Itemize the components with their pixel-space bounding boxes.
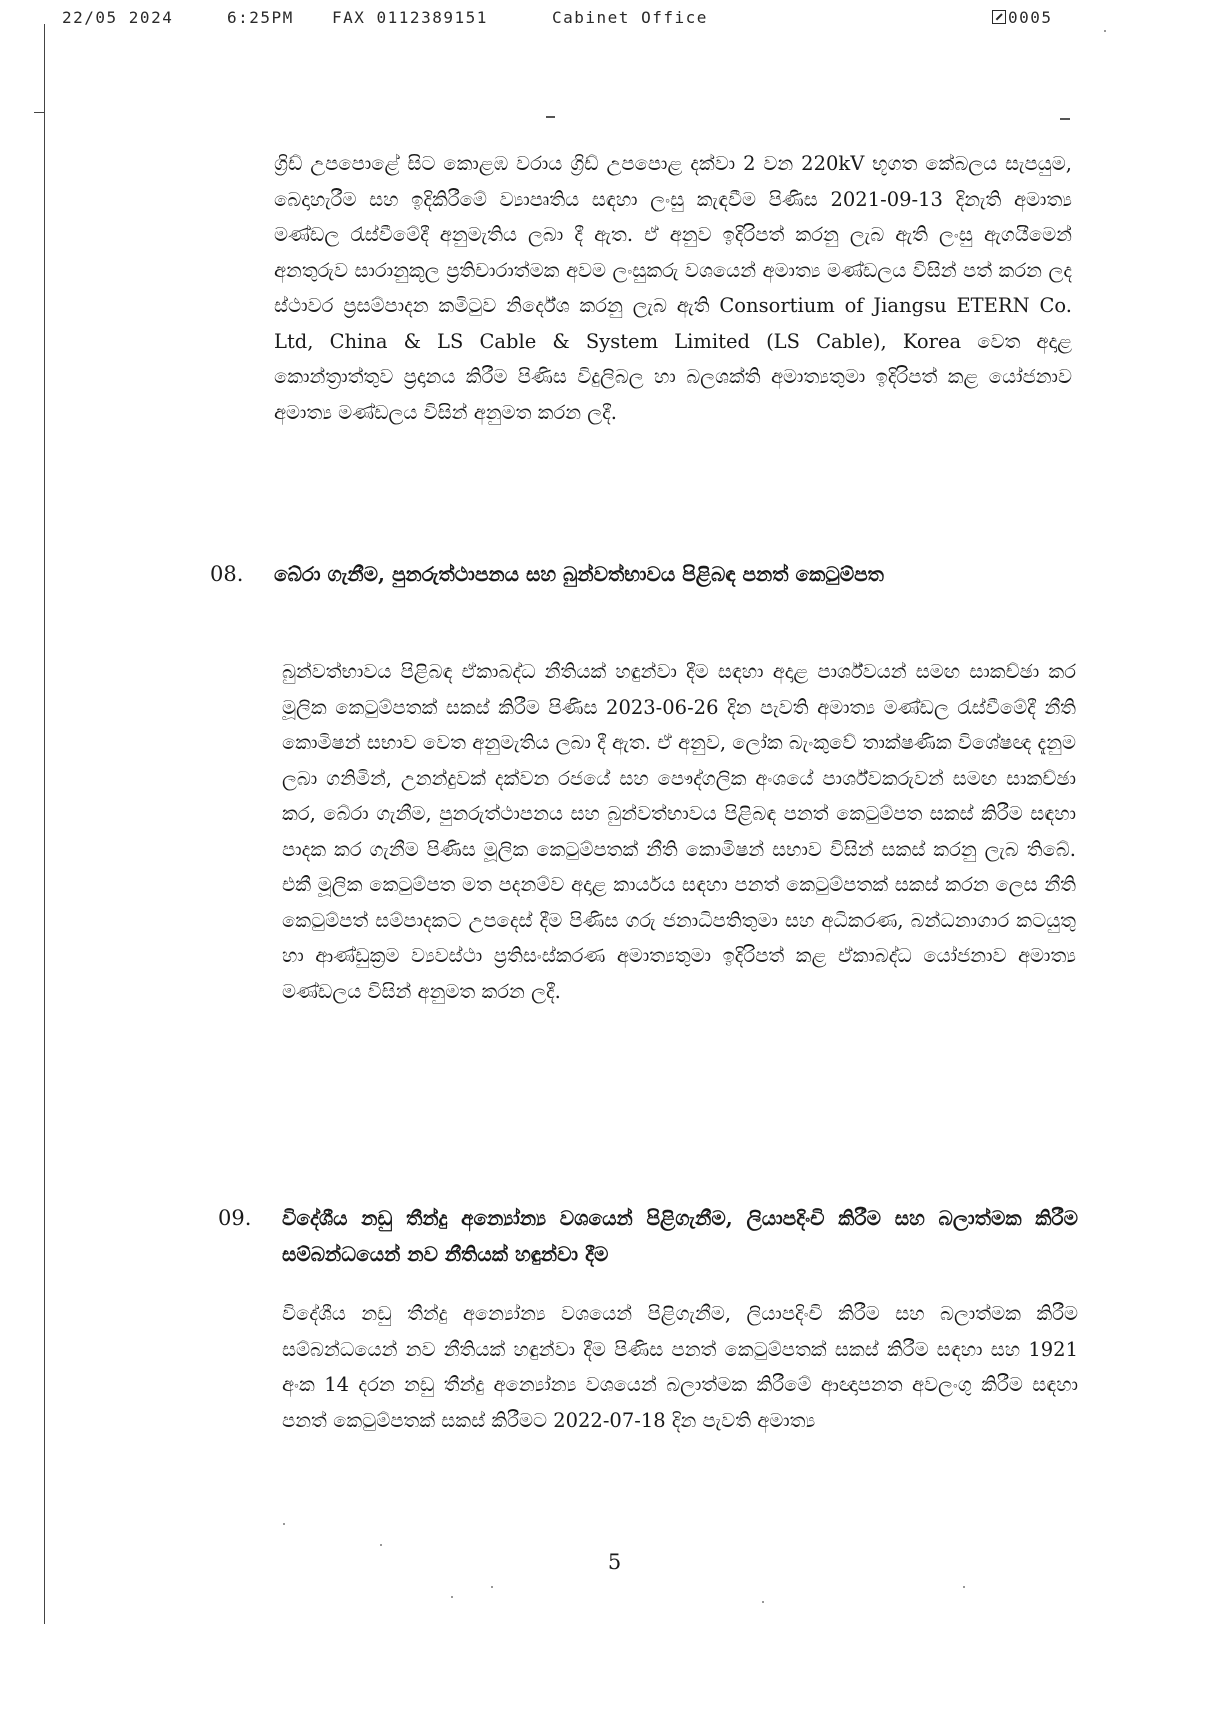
section-heading: බේරා ගැනීම, පුනරුත්ථාපනය සහ බුන්වත්භාවය පිළිබඳ පනත් කෙටුම්පත: [274, 562, 884, 586]
scan-speck: [451, 1596, 453, 1598]
fax-page-code: [992, 8, 1053, 27]
fax-page-code-text: 0005: [1008, 8, 1053, 27]
scan-dash: [546, 116, 555, 118]
scan-margin-tick: [34, 112, 44, 113]
fax-date: 22/05 2024: [62, 8, 174, 27]
scan-speck: [491, 1586, 493, 1588]
checkbox-icon: [992, 10, 1006, 24]
section-body: විදේශීය නඩු තීන්දු අන්‍යෝන්‍ය වශයෙන් පිළිගැනීම, ලියාපදිංචි කිරීම සහ බලාත්මක කිරීම සම්බන්ධයෙන් නව නීතියක් හඳුන්වා දීම පිණිස පනත් කෙටුම්පතක් සකස් කිරීම සඳහා සහ 1921 අංක 14 දරන නඩු තීන්දු අන්‍යෝන්‍ය වශයෙන් බලාත්මක කිරීමේ ආඥාපනත අවලංගු කිරීම සඳහා පනත් කෙටුම්පතක් සකස් කිරීමට 2022-07-18 දින පැවති අමාත්‍ය: [282, 1302, 1078, 1432]
section-body: බුන්වත්භාවය පිළිබඳ ඒකාබද්ධ නීතියක් හඳුන්වා දීම සඳහා අදාළ පාර්ශ්වයන් සමඟ සාකච්ඡා කර මූලික කෙටුම්පතක් සකස් කිරීම පිණිස 2023-06-26 දින පැවති අමාත්‍ය මණ්ඩල රැස්වීමේදී නීති කොමිෂන් සභාව වෙත අනුමැතිය ලබා දී ඇත. ඒ අනුව, ලෝක බැංකුවේ තාක්ෂණික විශේෂඥ දැනුම ලබා ගනිමින්, උනන්දුවක් දක්වන රජයේ සහ පෞද්ගලික අංශයේ පාර්ශ්වකරුවන් සමඟ සාකච්ඡා කර, බේරා ගැනීම, පුනරුත්ථාපනය සහ බුන්වත්භාවය පිළිබඳ පනත් කෙටුම්පත සකස් කිරීම සඳහා පාදක කර ගැනීම පිණිස මූලික කෙටුම්පතක් නීති කොමිෂන් සභාව විසින් සකස් කරනු ලැබ තිබේ. එකී මූලික කෙටුම්පත මත පදනම්ව අදාළ කාර්යය සඳහා පනත් කෙටුම්පතක් සකස් කරන ලෙස නීති කෙටුම්පත් සම්පාදකට උපදෙස් දීම පිණිස ගරු ජනාධිපතිතුමා සහ අධිකරණ, බන්ධනාගාර කටයුතු හා ආණ්ඩුක්‍රම ව්‍යවස්ථා ප්‍රතිසංස්කරණ අමාත්‍යතුමා ඉදිරිපත් කළ ඒකාබද්ධ යෝජනාව අමාත්‍ය මණ්ඩලය විසින් අනුමත කරන ලදී.: [282, 660, 1076, 1003]
fax-organization: Cabinet Office: [552, 8, 708, 27]
section-number: 08.: [210, 562, 244, 586]
scan-margin-line: [44, 24, 45, 1624]
fax-time: 6:25PM: [227, 8, 294, 27]
scan-speck: [1104, 30, 1106, 32]
scan-dash: [1060, 118, 1070, 120]
fax-header: [62, 8, 1062, 32]
scan-speck: [283, 1523, 285, 1525]
fax-number: FAX 0112389151: [332, 8, 488, 27]
page-number: 5: [607, 1550, 622, 1574]
section-number: 09.: [218, 1206, 252, 1230]
continued-paragraph: ග්‍රිඩ් උපපොළේ සිට කොළඹ වරාය ග්‍රිඩ් උපපොළ දක්වා 2 වන 220kV භූගත කේබලය සැපයුම, බෙදාහැරීම සහ ඉදිකිරීමේ ව්‍යාපෘතිය සඳහා ලංසු කැඳවීම පිණිස 2021-09-13 දිනැති අමාත්‍ය මණ්ඩල රැස්වීමේදී අනුමැතිය ලබා දී ඇත. ඒ අනුව ඉදිරිපත් කරනු ලැබ ඇති ලංසු ඇගයීමෙන් අනතුරුව සාරානුකූල ප්‍රතිචාරාත්මක අවම ලංසුකරු වශයෙන් අමාත්‍ය මණ්ඩලය විසින් පත් කරන ලද ස්ථාවර ප්‍රසම්පාදන කමිටුව නිර්දේශ කරනු ලැබ ඇති Consortium of Jiangsu ETERN Co. Ltd, China & LS Cable & System Limited (LS Cable), Korea වෙත අදාළ කොන්ත්‍රාත්තුව ප්‍රදානය කිරීම පිණිස විදුලිබල හා බලශක්ති අමාත්‍යතුමා ඉදිරිපත් කළ යෝජනාව අමාත්‍ය මණ්ඩලය විසින් අනුමත කරන ලදී.: [274, 152, 1072, 424]
scan-speck: [963, 1586, 965, 1588]
scan-speck: [380, 1544, 382, 1546]
section-heading: විදේශීය නඩු තීන්දු අන්‍යෝන්‍ය වශයෙන් පිළිගැනීම, ලියාපදිංචි කිරීම සහ බලාත්මක කිරීම සම්බන්ධයෙන් නව නීතියක් හඳුන්වා දීම: [282, 1206, 1078, 1266]
scan-speck: [762, 1601, 764, 1603]
